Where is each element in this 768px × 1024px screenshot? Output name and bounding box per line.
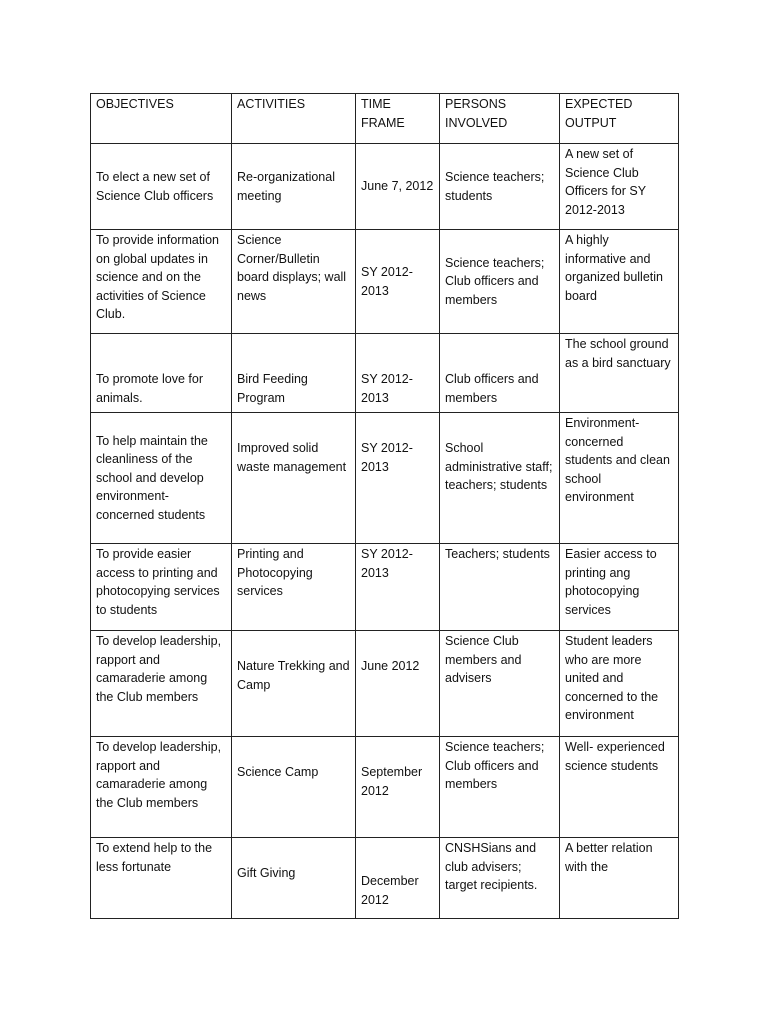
header-activities: ACTIVITIES: [232, 94, 356, 144]
objective-cell: To extend help to the less fortunate: [91, 838, 232, 919]
time-frame-cell: SY 2012-2013: [356, 413, 440, 544]
time-frame-cell: September 2012: [356, 737, 440, 838]
objective-cell: To provide information on global updates in science and on the activities of Science Club.: [91, 230, 232, 334]
persons-cell: CNSHSians and club advisers; target recipients.: [440, 838, 560, 919]
table-row: [91, 631, 679, 737]
activity-cell: Nature Trekking and Camp: [232, 631, 356, 737]
header-time-frame: TIME FRAME: [356, 94, 440, 144]
objective-cell: To develop leadership, rapport and camaraderie among the Club members: [91, 737, 232, 838]
objective-cell: To promote love for animals.: [91, 334, 232, 413]
output-cell: A better relation with the: [560, 838, 679, 919]
output-cell: Environment-concerned students and clean school environment: [560, 413, 679, 544]
activity-cell: Printing and Photocopying services: [232, 544, 356, 631]
table-row: [91, 737, 679, 838]
output-cell: Easier access to printing ang photocopying services: [560, 544, 679, 631]
time-frame-cell: June 7, 2012: [356, 144, 440, 230]
activity-cell: Improved solid waste management: [232, 413, 356, 544]
output-cell: A new set of Science Club Officers for SY 2012-2013: [560, 144, 679, 230]
header-objectives: OBJECTIVES: [91, 94, 232, 144]
persons-cell: Teachers; students: [440, 544, 560, 631]
table-row: [91, 230, 679, 334]
action-plan-table: [90, 93, 679, 919]
time-frame-cell: June 2012: [356, 631, 440, 737]
objective-cell: To provide easier access to printing and photocopying services to students: [91, 544, 232, 631]
time-frame-cell: SY 2012-2013: [356, 544, 440, 631]
persons-cell: Science teachers; students: [440, 144, 560, 230]
activity-cell: Bird Feeding Program: [232, 334, 356, 413]
output-cell: Well- experienced science students: [560, 737, 679, 838]
activity-cell: Science Camp: [232, 737, 356, 838]
header-persons-involved: PERSONS INVOLVED: [440, 94, 560, 144]
table-row: [91, 544, 679, 631]
persons-cell: School administrative staff; teachers; students: [440, 413, 560, 544]
table-row: [91, 144, 679, 230]
time-frame-cell: SY 2012-2013: [356, 230, 440, 334]
objective-cell: To elect a new set of Science Club officers: [91, 144, 232, 230]
time-frame-cell: December 2012: [356, 838, 440, 919]
output-cell: The school ground as a bird sanctuary: [560, 334, 679, 413]
table-row: [91, 413, 679, 544]
activity-cell: Re-organizational meeting: [232, 144, 356, 230]
output-cell: A highly informative and organized bulletin board: [560, 230, 679, 334]
table-row: [91, 838, 679, 919]
table-row: [91, 334, 679, 413]
persons-cell: Club officers and members: [440, 334, 560, 413]
objective-cell: To help maintain the cleanliness of the school and develop environment-concerned students: [91, 413, 232, 544]
persons-cell: Science teachers; Club officers and members: [440, 230, 560, 334]
activity-cell: Gift Giving: [232, 838, 356, 919]
output-cell: Student leaders who are more united and concerned to the environment: [560, 631, 679, 737]
objective-cell: To develop leadership, rapport and camaraderie among the Club members: [91, 631, 232, 737]
header-expected-output: EXPECTED OUTPUT: [560, 94, 679, 144]
persons-cell: Science Club members and advisers: [440, 631, 560, 737]
time-frame-cell: SY 2012-2013: [356, 334, 440, 413]
activity-cell: Science Corner/Bulletin board displays; wall news: [232, 230, 356, 334]
table-header-row: [91, 94, 679, 144]
persons-cell: Science teachers; Club officers and members: [440, 737, 560, 838]
